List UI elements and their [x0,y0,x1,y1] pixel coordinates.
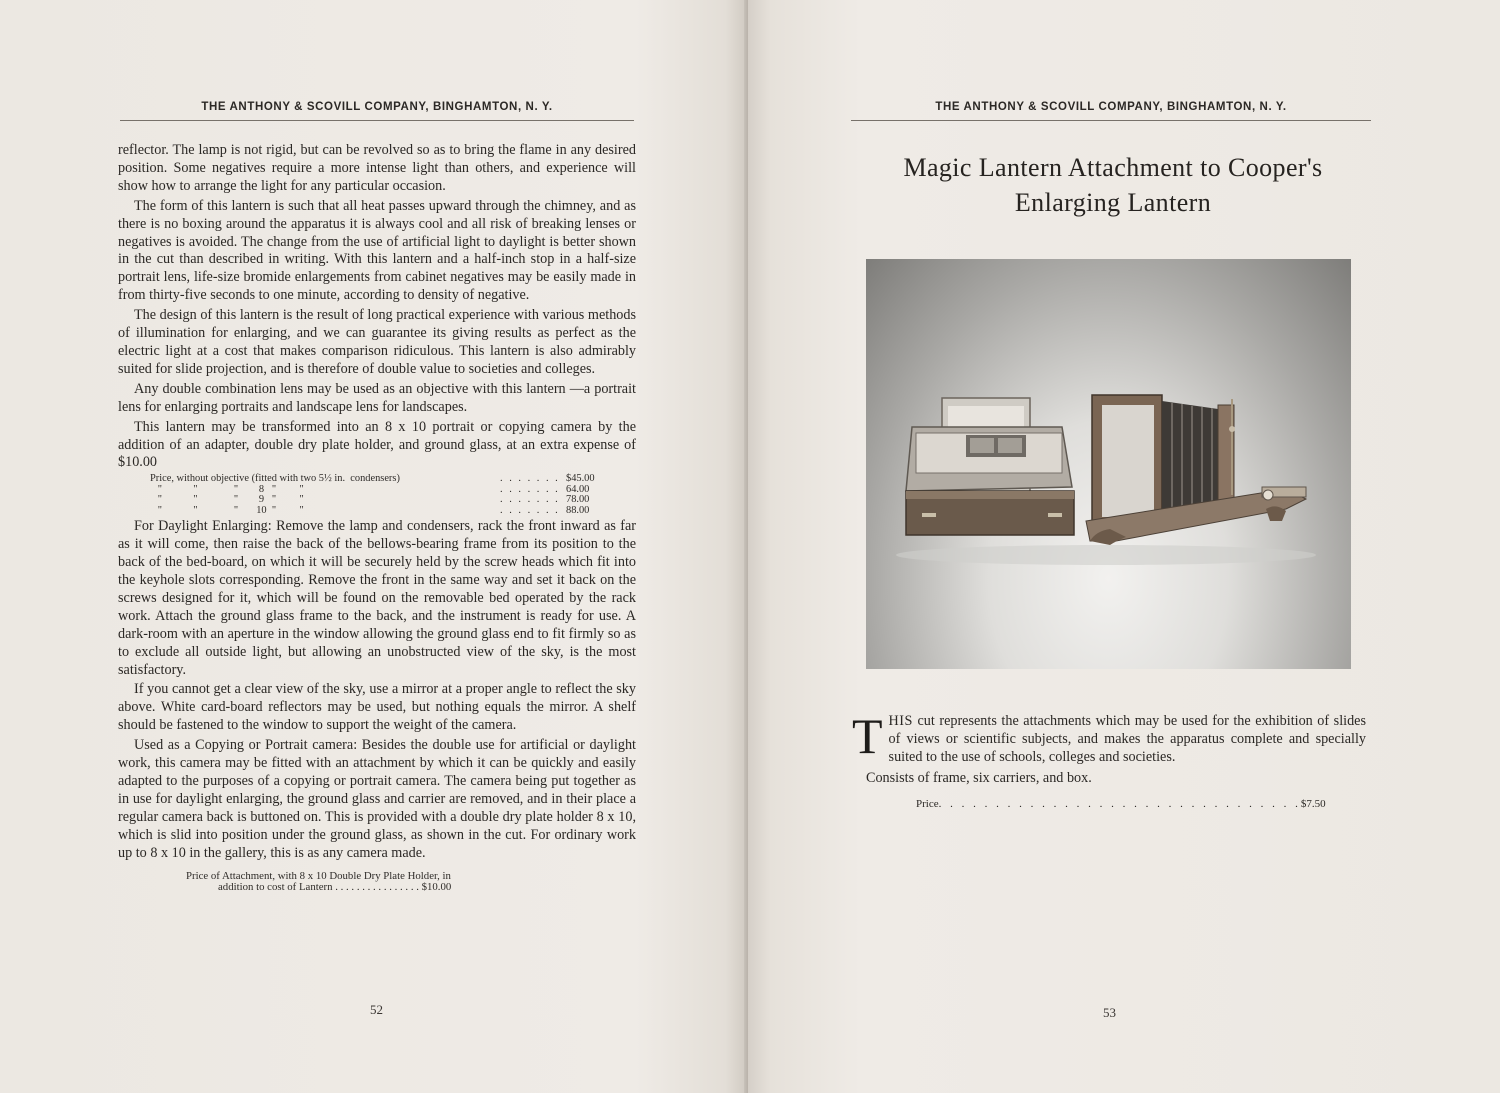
lantern-attachment-photo [866,259,1351,669]
consists-text: Consists of frame, six carriers, and box. [866,769,1092,786]
price-row-label: " " " 10 " " [150,504,304,516]
price-row-dots: . . . . . . . [500,483,560,495]
page-title [828,150,1398,220]
running-head-right: THE ANTHONY & SCOVILL COMPANY, BINGHAMTON, N. Y. [851,101,1371,121]
price-row [150,506,636,517]
attachment-price-line: Price of Attachment, with 8 x 10 Double Dry Plate Holder, in [186,869,451,882]
drop-cap: T [852,708,883,764]
price-row-label: " " " 9 " " [150,494,304,506]
paragraph: This lantern may be transformed into an 8 x 10 portrait or copying camera by the addition of an adapter, double dry plate holder, and ground glass, at an extra expense of $10.00 [118,418,636,471]
paragraph: The design of this lantern is the result of long practical experience with various methods of illumination for enlarging, and we can guarantee its giving results as perfect as the electric light at a cost that makes comparison ridiculous. This lantern is also admirably suited for slide projection, and is therefore of double value to societies and colleges. [118,307,636,377]
paragraph: reflector. The lamp is not rigid, but can be revolved so as to bring the flame in any desired position. Some negatives require a more intense light than others, and experience will show how to arrange the light for any particular occasion. [118,142,636,194]
price-dots: . . . . . . . . . . . . . . . . . . . . . . . . . . . . . . . . [938,797,1301,810]
price-row-amount: 78.00 [566,494,590,506]
price-row-label: Price, without objective (fitted with two 5½ in. condensers) [150,473,400,485]
price-row-amount: 64.00 [566,483,590,495]
paragraph: If you cannot get a clear view of the sky, use a mirror at a proper angle to reflect the sky above. White card-board reflectors may be used, but nothing equals the mirror. A shelf should be fastened to the window to support the weight of the camera. [118,681,636,734]
price-row-amount: 88.00 [566,504,590,516]
price-row-dots: . . . . . . . [500,504,560,516]
attachment-price-line [916,796,1326,814]
slide-carrier-box [906,398,1074,535]
price-row-dots: . . . . . . . [500,494,560,506]
page-number-left: 52 [370,1002,383,1017]
description-text: cut represents the attachments which may be used for the exhibition of slides of views or scientific subjects, and makes the apparatus complete and specially suited to the use of schools, colleges and societies. [888,713,1366,765]
lantern-price-table [150,474,636,516]
title-line: Magic Lantern Attachment to Cooper's [903,153,1323,182]
description-block [852,708,1366,814]
paragraph: The form of this lantern is such that all heat passes upward through the chimney, and as there is no boxing around the apparatus it is always cool and all risk of breaking lenses or negatives is avoided. The change from the use of artificial light to daylight is better shown in the cut than described in writing. With this lantern and a half-inch stop in a half-size portrait lens, life-size bromide enlargements from cabinet negatives may be easily made in from thirty-five seconds to one minute, according to density of negative. [118,197,636,304]
attachment-price-line: addition to cost of Lantern . . . . . . . . . . . . . . . . $10.00 [218,881,452,894]
price-row-label: " " " 8 " " [150,483,304,495]
price-amount: $7.50 [1300,797,1326,810]
description-paragraph [852,708,1366,767]
title-line: Enlarging Lantern [1014,188,1212,217]
lantern-apparatus-illustration [866,259,1351,669]
paragraph: Any double combination lens may be used as an objective with this lantern —a portrait lens for enlarging portraits and landscape lens for landscapes. [118,380,636,415]
page-number-right: 53 [1103,1005,1116,1020]
left-page [0,0,748,1093]
paragraph: Used as a Copying or Portrait camera: Besides the double use for artificial or daylight work, this camera may be fitted with an attachment by which it can be quickly and easily adapted to the purposes of a copying or portrait camera. The camera being put together as in use for daylight enlarging, the ground glass and carrier are removed, and in their place a regular camera back is buttoned on. This is provided with a double dry plate holder 8 x 10, which is slid into position under the ground glass, as shown in the cut. For ordinary work up to 8 x 10 in the gallery, this is as any camera made. [118,737,636,861]
price-row-amount: $45.00 [566,473,595,485]
price-label: Price [916,797,939,810]
price-row-dots: . . . . . . . [500,473,560,485]
lantern-front-and-bellows [1086,395,1306,545]
lead-in: HIS [888,713,913,729]
left-body-text [118,142,636,894]
paragraph: For Daylight Enlarging: Remove the lamp and condensers, rack the front inward as far as it will come, then raise the back of the bellows-bearing frame from its position to the back of the bed-board, on which it will be securely held by the screw heads which fit into the keyhole slots corresponding. Remove the front in the same way and set it back on the screws designed for it, which will be found on the removable bed operated by the rack work. Attach the ground glass frame to the back, and the instrument is ready for use. A dark-room with an aperture in the window allowing the ground glass end to fit firmly so as to exclude all outside light, but allowing an unobstructed view of the sky, is the most satisfactory. [118,518,636,678]
right-page [748,0,1500,1093]
attachment-price [186,871,636,894]
running-head-left: THE ANTHONY & SCOVILL COMPANY, BINGHAMTON, N. Y. [120,101,634,121]
